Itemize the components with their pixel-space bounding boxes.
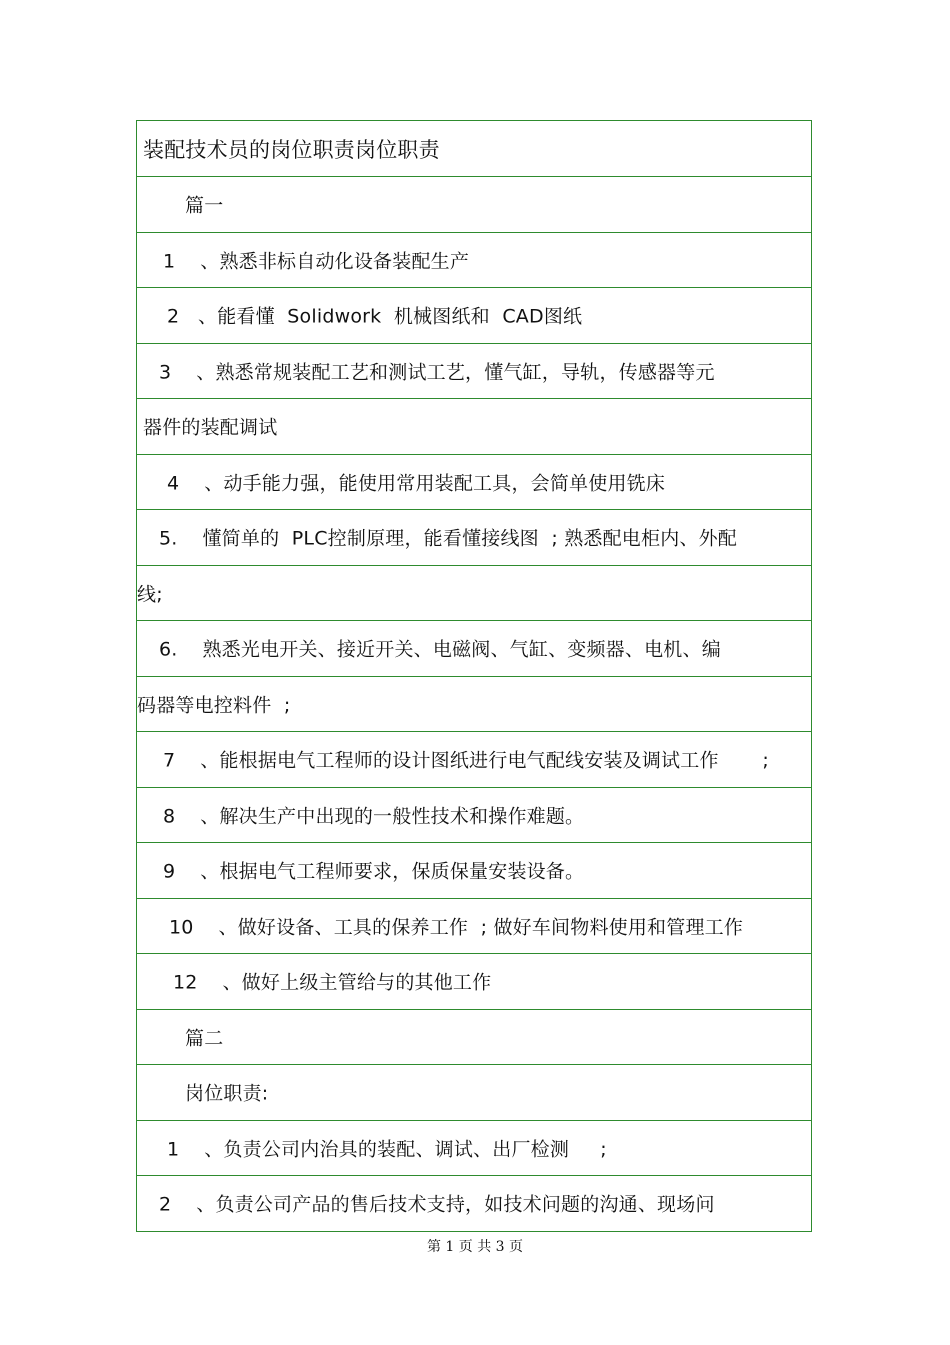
- list-item: [137, 953, 811, 1009]
- page-footer: 第 1 页 共 3 页: [426, 1239, 524, 1255]
- list-item: [137, 620, 811, 676]
- subheading-row: [137, 1064, 811, 1120]
- section-heading-row: [137, 1009, 811, 1065]
- list-item-text: 12 、做好上级主管给与的其他工作: [173, 971, 492, 994]
- list-item-text: 5. 懂简单的 PLC控制原理，能看懂接线图 ; 熟悉配电柜内、外配: [159, 527, 737, 550]
- subheading: 岗位职责:: [185, 1082, 269, 1105]
- list-item: [137, 842, 811, 898]
- list-item: [137, 232, 811, 288]
- list-item-continuation: [137, 565, 811, 621]
- list-item: [137, 731, 811, 787]
- list-item-continuation: [137, 398, 811, 454]
- list-item-text: 6. 熟悉光电开关、接近开关、电磁阀、气缸、变频器、电机、编: [159, 638, 721, 661]
- document-title: 装配技术员的岗位职责岗位职责: [143, 137, 440, 162]
- document-table: [136, 120, 812, 1232]
- list-item: [137, 509, 811, 565]
- list-item-text: 9 、根据电气工程师要求，保质保量安装设备。: [163, 860, 585, 883]
- list-item-text: 10 、做好设备、工具的保养工作 ; 做好车间物料使用和管理工作: [169, 916, 744, 939]
- section-heading-row: [137, 176, 811, 232]
- list-item-text: 1 、熟悉非标自动化设备装配生产: [163, 250, 470, 273]
- list-item: [137, 454, 811, 510]
- list-item: [137, 1120, 811, 1176]
- list-item-text: 4 、动手能力强，能使用常用装配工具，会简单使用铣床: [167, 472, 666, 495]
- list-item: [137, 787, 811, 843]
- list-item-text: 3 、熟悉常规装配工艺和测试工艺，懂气缸，导轨，传感器等元: [159, 361, 715, 384]
- list-item-text: 7 、能根据电气工程师的设计图纸进行电气配线安装及调试工作 ;: [163, 749, 769, 772]
- list-item-text: 2 、能看懂 Solidwork 机械图纸和 CAD图纸: [167, 305, 583, 328]
- list-item: [137, 343, 811, 399]
- list-item: [137, 287, 811, 343]
- list-item-continuation: [137, 676, 811, 732]
- list-item-text: 码器等电控料件 ;: [137, 694, 291, 717]
- list-item: [137, 898, 811, 954]
- list-item-text: 8 、解决生产中出现的一般性技术和操作难题。: [163, 805, 585, 828]
- document-title-row: [137, 121, 811, 176]
- section-heading: 篇二: [185, 1027, 224, 1050]
- list-item: [137, 1175, 811, 1231]
- list-item-text: 2 、负责公司产品的售后技术支持，如技术问题的沟通、现场问: [159, 1193, 715, 1216]
- list-item-text: 1 、负责公司内治具的装配、调试、出厂检测 ;: [167, 1138, 607, 1161]
- list-item-text: 线;: [137, 583, 163, 606]
- section-heading: 篇一: [185, 194, 224, 217]
- list-item-text: 器件的装配调试: [143, 416, 278, 439]
